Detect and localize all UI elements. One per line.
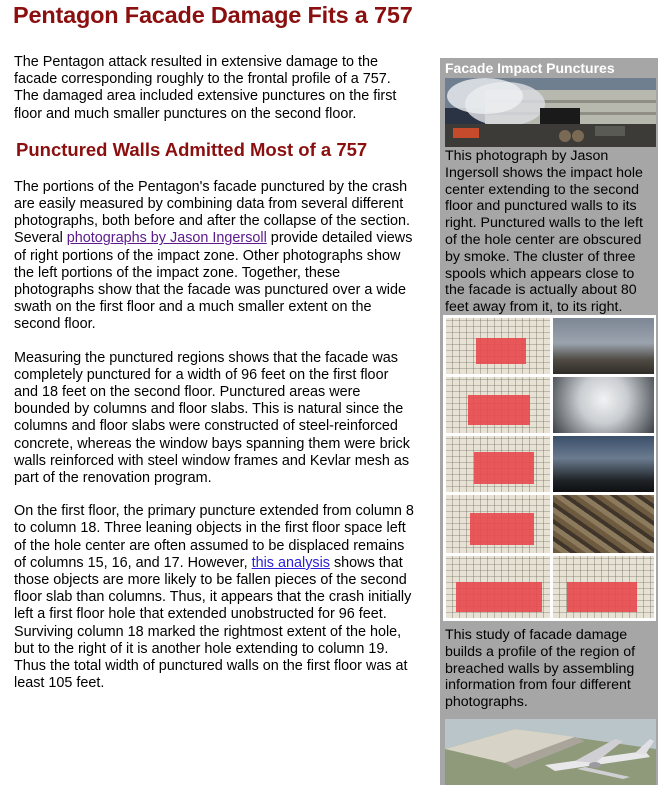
collage-photo-4 (553, 495, 654, 553)
paragraph-3-text-a: On the first floor, the primary puncture extended from column 8 to column 18. Three leaning objects in the first floor space left of the hole center are often assumed to be displaced remains of columns 15, 16, and 17. However, (14, 503, 414, 571)
paragraph-1-text-b: provide detailed views of right portions of the impact zone. Other photographs show the left portions of the impact zone. Together, these photographs show that the facade was punctured over a wide swath on the first floor and a much smaller extent on the second floor. (14, 230, 413, 333)
impact-hole-photo[interactable] (445, 78, 656, 147)
paragraph-3-text-b: shows that those objects are more likely to be fallen pieces of the second floor slab than columns. Thus, it appears that the crash initially left a first floor hole that extended unobstructed for 96 feet. Surviving column 18 marked the rightmost extent of the hole, but to the right of it is another hole extending to column 19. Thus the total width of punctured walls on the first floor was at least 105 feet. (14, 554, 412, 692)
impact-hole-photo-graphic (445, 78, 656, 147)
collage-facade-1 (446, 318, 550, 374)
ingersoll-photos-link[interactable]: photographs by Jason Ingersoll (66, 230, 267, 247)
aircraft-model-image[interactable] (445, 719, 656, 785)
paragraph-3 (14, 503, 416, 692)
intro-paragraph: The Pentagon attack resulted in extensive damage to the facade corresponding roughly to the frontal profile of a 757. The damaged area included extensive punctures on the first floor and much smaller punctures on the second floor. (14, 54, 397, 122)
damage-study-collage[interactable] (443, 315, 656, 621)
collage-photo-2 (553, 377, 654, 433)
collage-damage-5 (456, 582, 542, 612)
collage-photo-1 (553, 318, 654, 374)
collage-facade-2 (446, 377, 550, 433)
collage-damage-1 (476, 338, 526, 364)
aircraft-model-graphic (445, 719, 656, 785)
page-title: Pentagon Facade Damage Fits a 757 (13, 2, 413, 28)
collage-damage-3 (474, 452, 534, 484)
paragraph-1-text-a: The portions of the Pentagon's facade punctured by the crash are easily measured by combining data from several different photographs, both before and after the collapse of the section. Several (14, 178, 411, 247)
main-column (14, 54, 416, 709)
collage-photo-3 (553, 436, 654, 492)
sidebar-title: Facade Impact Punctures (445, 60, 615, 76)
sidebar (440, 58, 658, 785)
ingersoll-photo-caption: This photograph by Jason Ingersoll shows the impact hole center extending to the second floor and punctured walls to its right. Punctured walls to the left of the hole center are obscured by smoke. The cluster of three spools which appears close to the facade is actually about 80 feet away from it, to its right. (445, 148, 643, 316)
paragraph-2: Measuring the punctured regions shows that the facade was completely punctured for a width of 96 feet on the first floor and 18 feet on the second floor. Punctured areas were bounded by columns and floor slabs. This is natural since the columns and floor slabs were constructed of steel-reinforced concrete, whereas the window bays spanning them were brick walls reinforced with steel window frames and Kevlar mesh as part of the renovation program. (14, 349, 410, 487)
collage-damage-2 (468, 395, 530, 425)
collage-facade-4 (446, 495, 550, 553)
damage-study-caption: This study of facade damage builds a profile of the region of breached walls by assembling information from four different photographs. (445, 627, 636, 711)
collage-facade-5 (446, 556, 550, 618)
section-heading: Punctured Walls Admitted Most of a 757 (16, 138, 368, 160)
collage-damage-4 (470, 513, 534, 545)
paragraph-1 (14, 179, 416, 334)
collage-damage-6 (567, 582, 637, 612)
collage-facade-3 (446, 436, 550, 492)
collage-facade-6 (553, 556, 654, 618)
analysis-link[interactable]: this analysis (251, 554, 330, 571)
